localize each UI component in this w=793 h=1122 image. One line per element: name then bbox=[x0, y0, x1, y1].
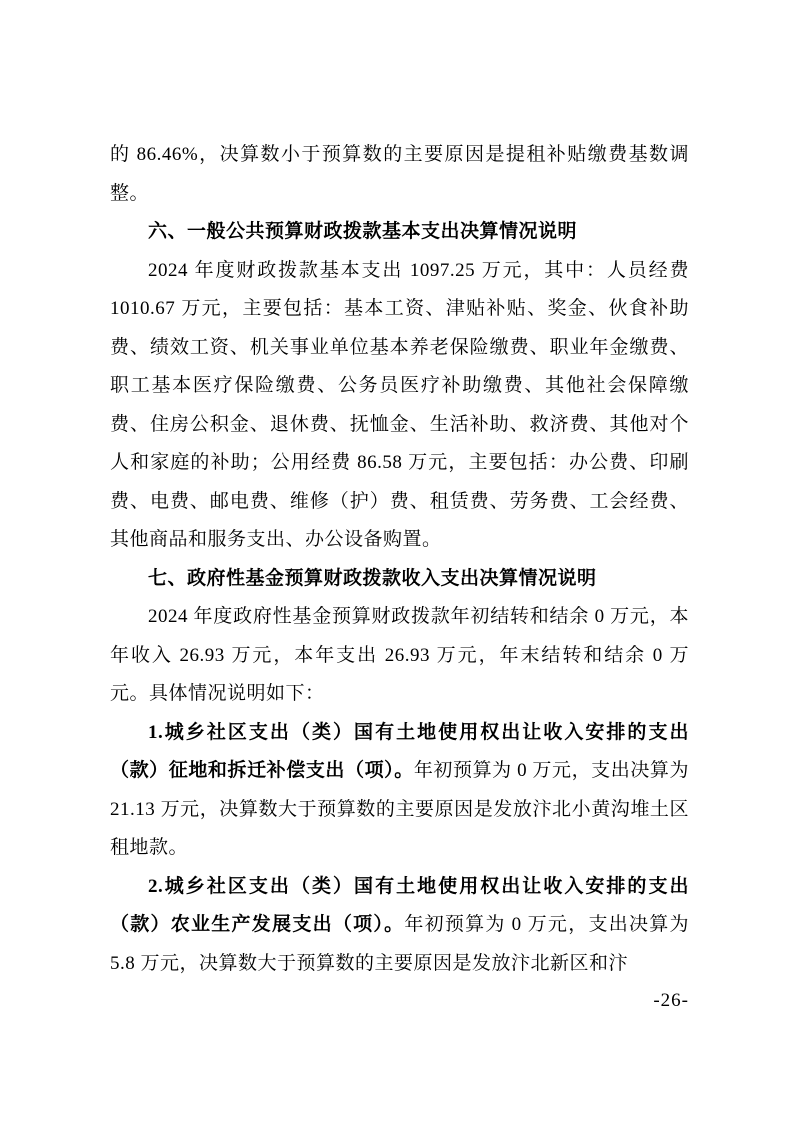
paragraph-basic-expenditure: 2024 年度财政拨款基本支出 1097.25 万元，其中：人员经费 1010.67 万元，主要包括：基本工资、津贴补贴、奖金、伙食补助费、绩效工资、机关事业单位基本养老保险缴费、职业年金缴费、职工基本医疗保险缴费、公务员医疗补助缴费、其他社会保障缴费、住房公积金、退休费、抚恤金、生活补助、救济费、其他对个人和家庭的补助；公用经费 86.58 万元，主要包括：办公费、印刷费、电费、邮电费、维修（护）费、租赁费、劳务费、工会经费、其他商品和服务支出、办公设备购置。 bbox=[110, 259, 689, 550]
paragraph-continuation: 的 86.46%，决算数小于预算数的主要原因是提租补贴缴费基数调整。 bbox=[110, 144, 689, 204]
numbered-paragraph-2-body: 年初预算为 0 万元，支出决算为 5.8 万元，决算数大于预算数的主要原因是发放汴北新区和汴 bbox=[110, 914, 689, 974]
paragraph-government-fund: 2024 年度政府性基金预算财政拨款年初结转和结余 0 万元，本年收入 26.93 万元，本年支出 26.93 万元，年末结转和结余 0 万元。具体情况说明如下： bbox=[110, 606, 689, 704]
section-heading-seven: 七、政府性基金预算财政拨款收入支出决算情况说明 bbox=[148, 567, 597, 589]
numbered-paragraph-2-lead: 2.城乡社区支出（类）国有土地使用权出让收入安排的支出（款）农业生产发展支出（项）。 bbox=[110, 875, 689, 935]
section-heading-six: 六、一般公共预算财政拨款基本支出决算情况说明 bbox=[148, 221, 578, 242]
numbered-paragraph-1-lead: 1.城乡社区支出（类）国有土地使用权出让收入安排的支出（款）征地和拆迁补偿支出（项）。 bbox=[110, 721, 689, 781]
page-number: -26- bbox=[653, 990, 689, 1011]
numbered-paragraph-2 bbox=[110, 868, 689, 984]
numbered-paragraph-1 bbox=[110, 714, 689, 868]
numbered-paragraph-1-body: 年初预算为 0 万元，支出决算为 21.13 万元，决算数大于预算数的主要原因是发放汴北小黄沟堆土区租地款。 bbox=[110, 760, 689, 858]
document-content bbox=[110, 136, 689, 983]
